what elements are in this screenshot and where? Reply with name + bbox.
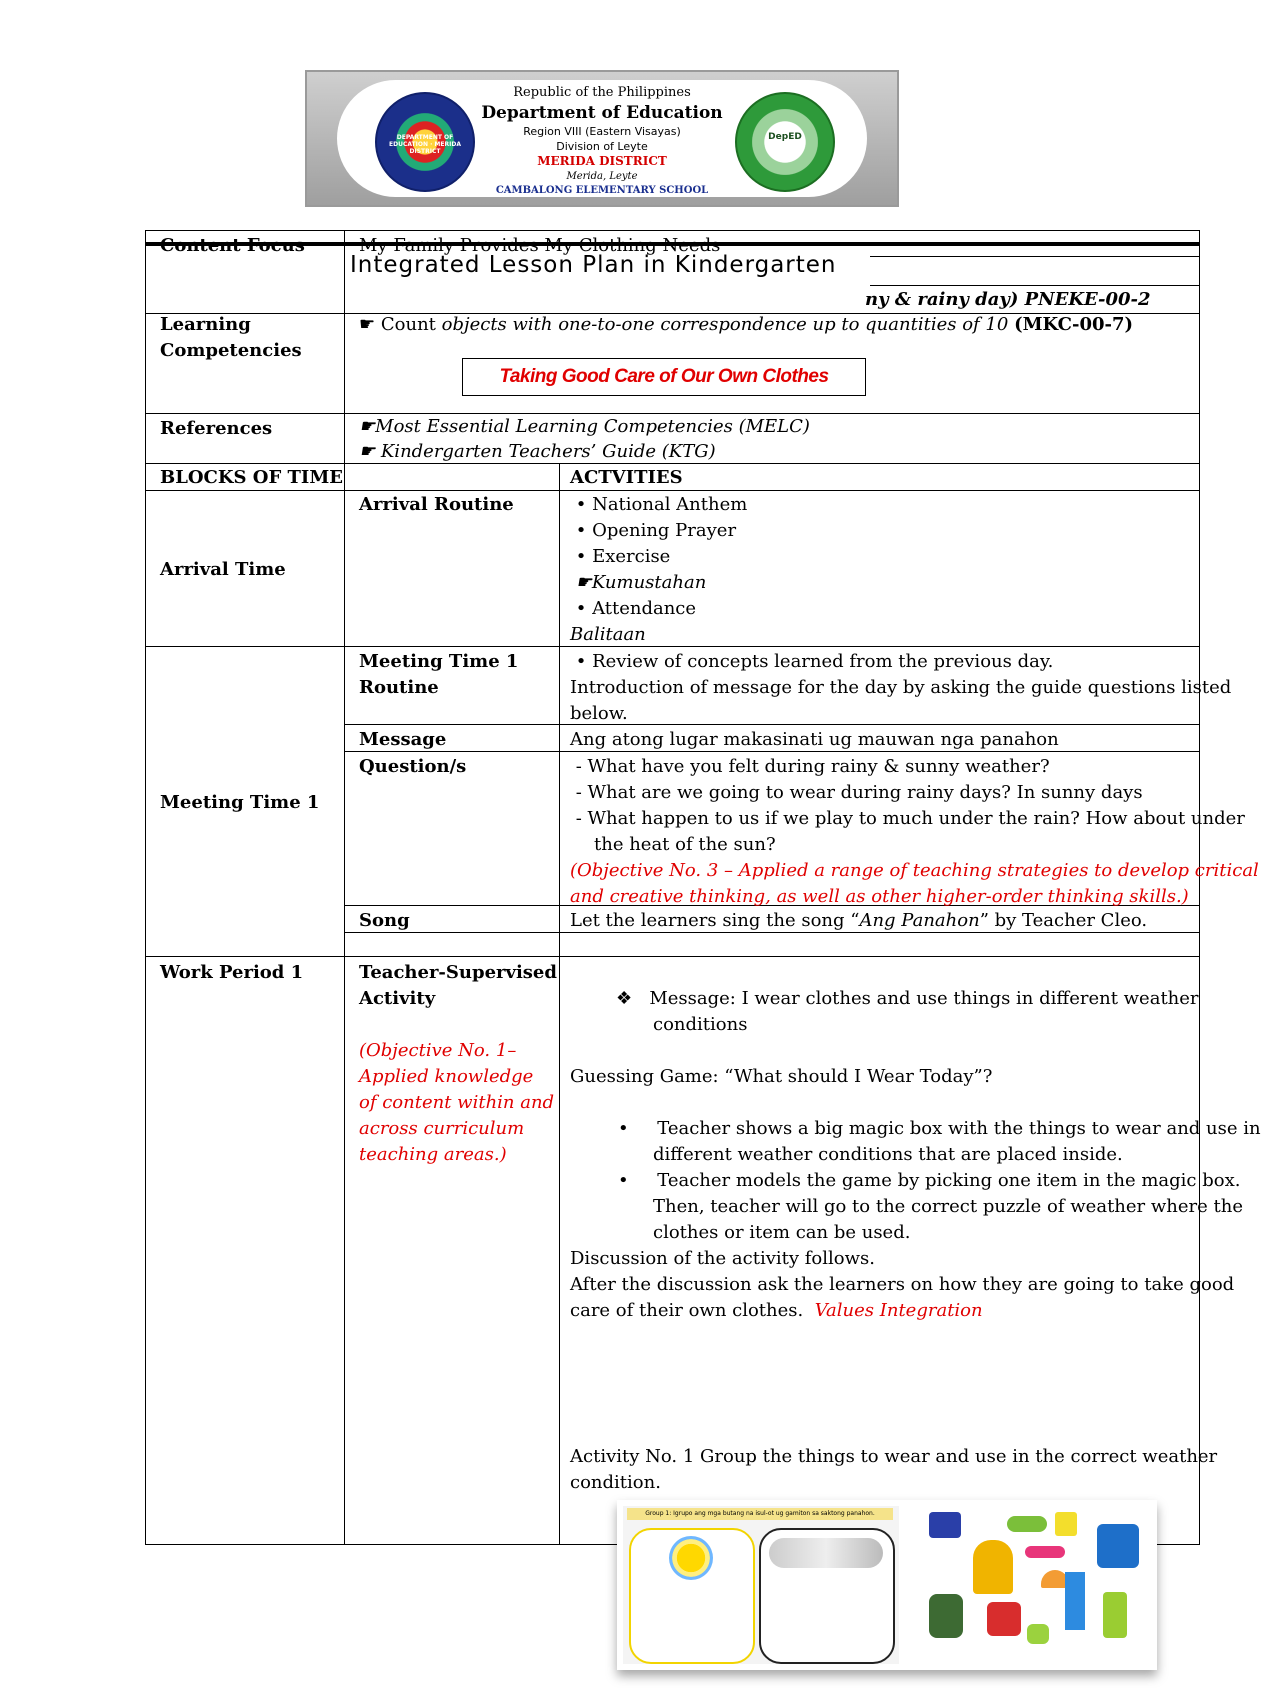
cambalong-school-seal-icon: DepED: [735, 92, 835, 192]
list-item: • Opening Prayer: [570, 520, 737, 541]
text-line: After the discussion ask the learners on how they are going to take good: [570, 1274, 1235, 1295]
song-label: Song: [359, 910, 410, 931]
item-text: different weather conditions that are placed inside.: [653, 1144, 1123, 1165]
questions-label: Question/s: [359, 756, 467, 777]
hand-pointer-icon: ☛: [359, 441, 381, 462]
raincoat-icon: [973, 1540, 1013, 1594]
table-border-left: [145, 230, 146, 1544]
values-integration-note: Values Integration: [814, 1300, 983, 1321]
spacer: [359, 1012, 549, 1038]
objective-note: of content within and: [359, 1092, 555, 1113]
header-panel: [337, 80, 867, 197]
shorts-icon: [929, 1512, 961, 1538]
weather-sorting-panel: [623, 1506, 899, 1664]
activity-instruction: [560, 1441, 1218, 1497]
reference-text: Kindergarten Teachers’ Guide (KTG): [380, 441, 716, 462]
sunny-box: [629, 1528, 755, 1664]
guessing-game-title: Guessing Game: “What should I Wear Today”?: [570, 1066, 993, 1087]
text-line: condition.: [570, 1472, 661, 1493]
references-label: References: [160, 418, 273, 439]
item-text: Exercise: [592, 546, 671, 567]
objective-note: across curriculum: [359, 1118, 525, 1139]
item-text: clothes or item can be used.: [653, 1222, 911, 1243]
message-label: Message: [359, 729, 447, 750]
spacer: [570, 1090, 1200, 1116]
arrival-activities-list: [560, 489, 1195, 647]
content-focus-label: Content Focus: [160, 235, 305, 256]
hand-pointer-icon: ☛: [359, 416, 376, 437]
item-text: Then, teacher will go to the correct puzzle of weather where the: [653, 1196, 1243, 1217]
meeting-time-block: Meeting Time 1: [160, 792, 320, 813]
item-text: National Anthem: [592, 494, 748, 515]
sun-icon: [669, 1536, 713, 1580]
header-district: MERIDA DISTRICT: [537, 154, 667, 168]
item-text: Teacher models the game by picking one item in the magic box.: [657, 1170, 1241, 1191]
lesson-subject-box: Taking Good Care of Our Own Clothes: [462, 358, 866, 396]
deped-merida-seal-icon: DEPARTMENT OF EDUCATION · MERIDA DISTRICT: [375, 92, 475, 192]
question-text: What are we going to wear during rainy days? In sunny days: [587, 782, 1143, 803]
sunglasses-icon: [1025, 1546, 1065, 1558]
label-line: Activity: [359, 988, 436, 1009]
label-line: Meeting Time 1: [359, 651, 519, 672]
competency-verb: Count: [380, 314, 436, 335]
activities-header: ACTVITIES: [570, 467, 683, 488]
label-line: Learning: [160, 314, 251, 335]
spacer: [570, 1038, 1200, 1064]
text-part: care of their own clothes.: [570, 1300, 804, 1321]
text-line: [570, 1298, 1200, 1324]
objective-note: and creative thinking, as well as other higher-order thinking skills.): [570, 886, 1189, 907]
activity-worksheet-image: [617, 1500, 1157, 1670]
arrival-time-block: Arrival Time: [160, 559, 286, 580]
text-line: Introduction of message for the day by asking the guide questions listed: [570, 677, 1232, 698]
jacket-icon: [1097, 1524, 1139, 1568]
header-town: Merida, Leyte: [566, 171, 638, 182]
question-text: the heat of the sun?: [594, 834, 776, 855]
list-item: • Teacher models the game by picking one item in the magic box.: [618, 1170, 1241, 1191]
tank-top-icon: [1103, 1592, 1127, 1638]
list-item: Balitaan: [570, 624, 646, 645]
header-school-name: CAMBALONG ELEMENTARY SCHOOL: [495, 185, 709, 196]
item-text: Teacher shows a big magic box with the things to wear and use in: [657, 1118, 1261, 1139]
list-item: • National Anthem: [570, 494, 748, 515]
question-item: - What happen to us if we play to much under the rain? How about under: [570, 808, 1245, 829]
objective-note: Applied knowledge: [359, 1066, 534, 1087]
questions-list: [560, 751, 1259, 907]
competency-detail: objects with one-to-one correspondence up to quantities of 10: [441, 314, 1009, 335]
label-line: Competencies: [160, 340, 302, 361]
pants-icon: [1065, 1572, 1085, 1630]
message-text: Ang atong lugar makasinati ug mauwan nga panahon: [570, 729, 1059, 750]
rain-boots-icon: [987, 1602, 1021, 1636]
reference-item: [359, 439, 1187, 464]
worksheet-caption: Group 1: Igrupo ang mga butang na isul-ot ug gamiton sa saktong panahon.: [627, 1508, 893, 1520]
message-item: [570, 986, 1200, 1012]
song-text-part: Let the learners sing the song “: [570, 910, 860, 931]
label-line: Routine: [359, 677, 439, 698]
reference-item: [359, 414, 1187, 439]
work-period-block: Work Period 1: [160, 962, 304, 983]
item-text: Review of concepts learned from the previous day.: [592, 651, 1054, 672]
question-item: - What have you felt during rainy & sunny weather?: [570, 756, 1050, 777]
list-item: • Attendance: [570, 598, 697, 619]
item-text: Opening Prayer: [592, 520, 737, 541]
rainy-box: [759, 1528, 895, 1664]
text-line: Discussion of the activity follows.: [570, 1248, 875, 1269]
list-item: [570, 570, 1185, 596]
teacher-supervised-label: [349, 957, 559, 1177]
label-line: Teacher-Supervised: [359, 962, 557, 983]
clothing-items-panel: [907, 1506, 1153, 1664]
slippers-icon: [1027, 1624, 1049, 1644]
green-jacket-icon: [929, 1594, 963, 1638]
learning-competency-text: [349, 309, 1197, 343]
references-list: [349, 411, 1197, 463]
arrival-routine-label: Arrival Routine: [359, 494, 514, 515]
header-department: Department of Education: [481, 103, 723, 123]
message-text: conditions: [653, 1014, 748, 1035]
question-item: - What are we going to wear during rainy days? In sunny days: [570, 782, 1143, 803]
list-item: • Teacher shows a big magic box with the things to wear and use in: [618, 1118, 1261, 1139]
item-text: Attendance: [592, 598, 697, 619]
message-text: Message: I wear clothes and use things in different weather: [649, 988, 1199, 1009]
meeting-routine-text: [560, 646, 1232, 724]
header-republic: Republic of the Philippines: [513, 85, 691, 100]
competency-code: (MKC-00-7): [1014, 314, 1134, 335]
song-text: [560, 905, 1195, 932]
hand-pointer-icon: ☛: [570, 572, 592, 593]
text-line: Activity No. 1 Group the things to wear and use in the correct weather: [570, 1446, 1218, 1467]
table-column-divider-1: [344, 230, 345, 1544]
row-line: [870, 256, 1200, 257]
content-standard-code: ny & rainy day) PNEKE-00-2: [865, 289, 1151, 310]
song-text-part: ” by Teacher Cleo.: [979, 910, 1148, 931]
song-title: Ang Panahon: [859, 910, 980, 931]
header-division: Division of Leyte: [556, 140, 648, 153]
sneakers-icon: [1007, 1516, 1047, 1532]
hand-pointer-icon: ☛: [359, 314, 376, 335]
question-text: What have you felt during rainy & sunny weather?: [587, 756, 1050, 777]
reference-text: Most Essential Learning Competencies (MELC): [375, 416, 810, 437]
list-item: • Review of concepts learned from the previous day.: [570, 651, 1054, 672]
learning-competencies-label: [150, 309, 340, 409]
rain-cloud-icon: [769, 1538, 883, 1568]
question-text: What happen to us if we play to much under the rain? How about under: [587, 808, 1245, 829]
objective-note: teaching areas.): [359, 1144, 507, 1165]
header-region: Region VIII (Eastern Visayas): [523, 125, 681, 138]
diamond-bullet-icon: ❖: [616, 988, 633, 1009]
school-header-banner: [305, 70, 899, 207]
work-activity-text: [560, 983, 1261, 1353]
item-text: Kumustahan: [591, 572, 707, 593]
list-item: • Exercise: [570, 546, 671, 567]
shirt-icon: [1055, 1512, 1077, 1536]
text-line: below.: [570, 703, 628, 724]
content-focus-value: My Family Provides My Clothing Needs: [359, 235, 721, 256]
meeting-routine-label: [349, 646, 554, 702]
objective-note: (Objective No. 1–: [359, 1040, 517, 1061]
lesson-plan-title: Integrated Lesson Plan in Kindergarten: [350, 252, 837, 278]
objective-note: (Objective No. 3 – Applied a range of teaching strategies to develop critical: [570, 860, 1259, 881]
blocks-of-time-header: BLOCKS OF TIME: [160, 467, 343, 488]
